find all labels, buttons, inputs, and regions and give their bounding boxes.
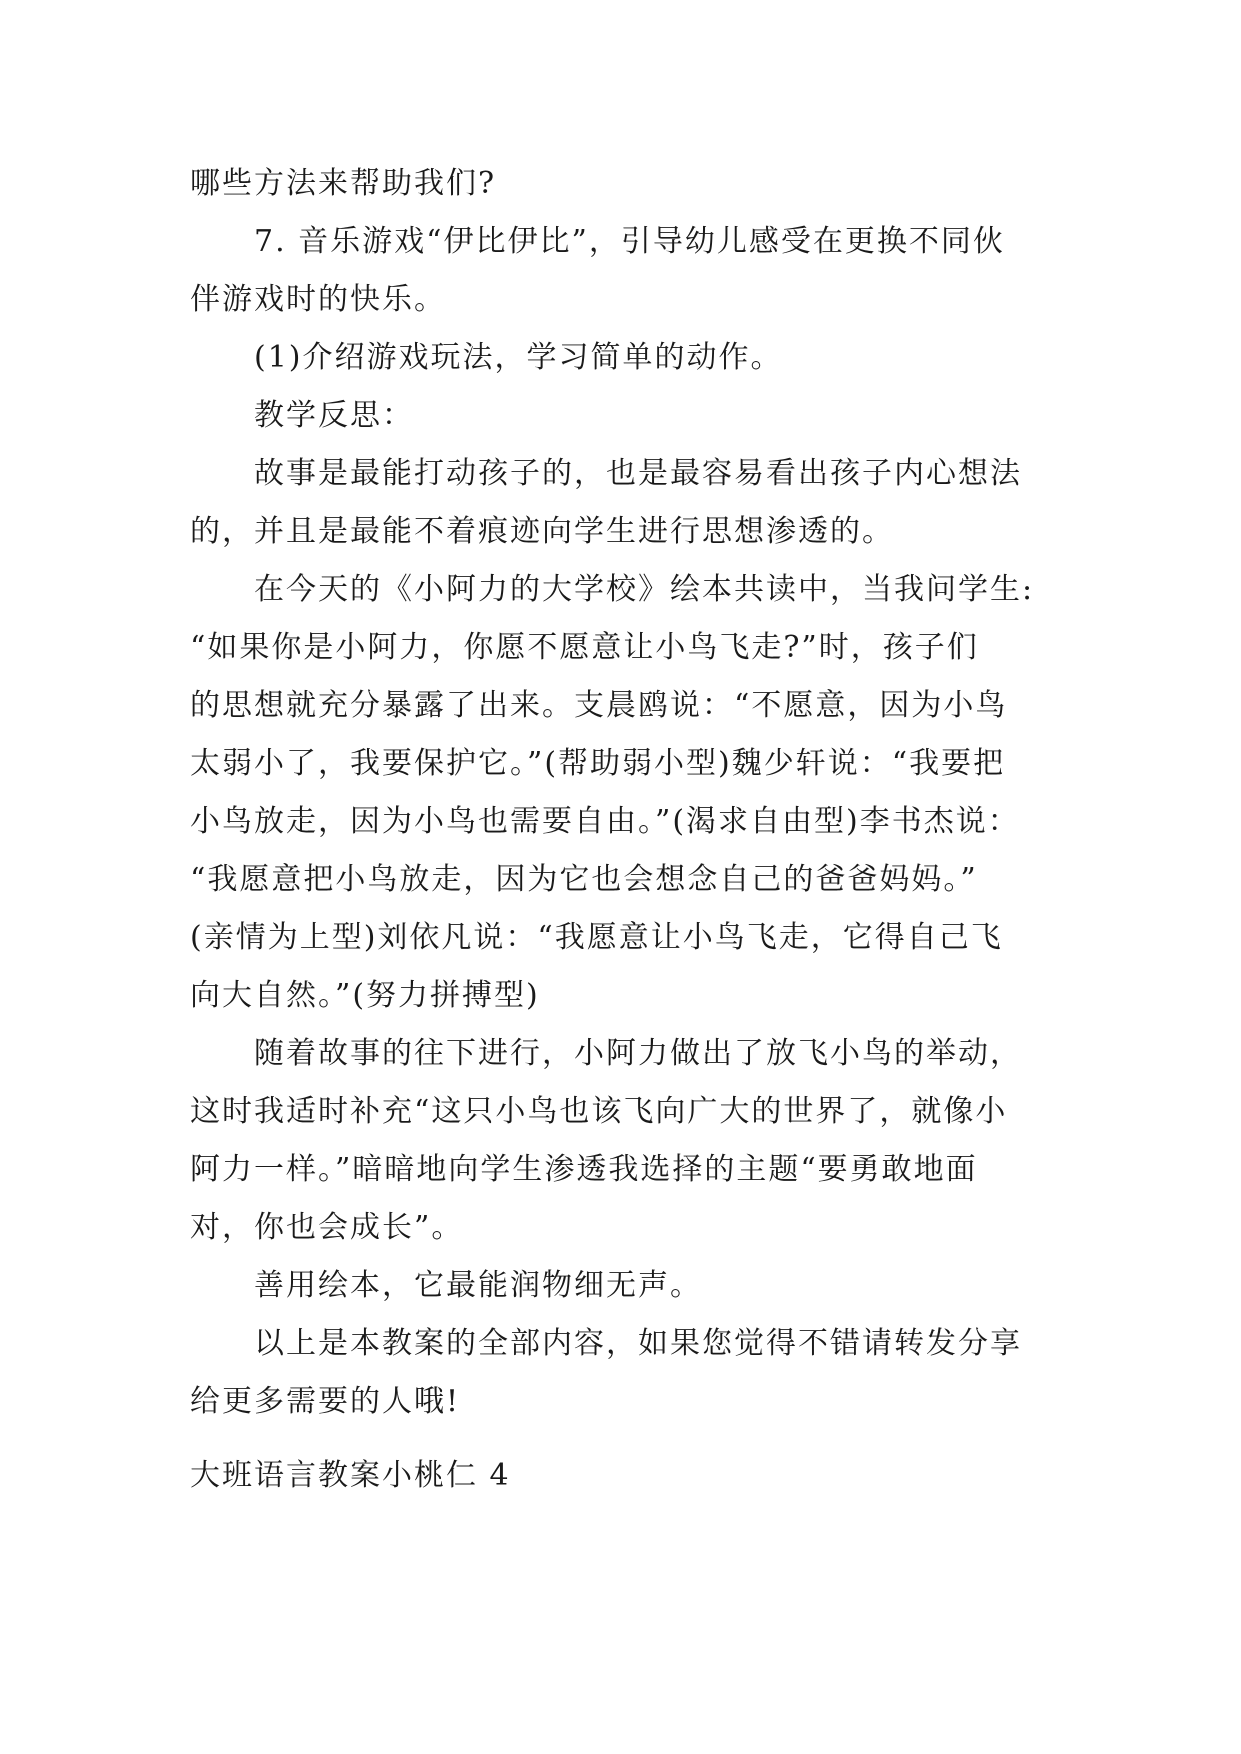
text-line: 太弱小了，我要保护它。”(帮助弱小型)魏少轩说：“我要把 bbox=[190, 746, 1006, 781]
text-line: 随着故事的往下进行，小阿力做出了放飞小鸟的举动， bbox=[254, 1036, 1022, 1071]
text-line: 伴游戏时的快乐。 bbox=[190, 282, 446, 317]
text-line: 对，你也会成长”。 bbox=[190, 1210, 464, 1245]
text-line: 小鸟放走，因为小鸟也需要自由。”(渴求自由型)李书杰说： bbox=[190, 804, 1020, 839]
text-line: 的，并且是最能不着痕迹向学生进行思想渗透的。 bbox=[190, 514, 894, 549]
body-text bbox=[190, 155, 1070, 1431]
text-line: “我愿意把小鸟放走，因为它也会想念自己的爸爸妈妈。” bbox=[190, 862, 978, 897]
text-line: 的思想就充分暴露了出来。支晨鸥说：“不愿意，因为小鸟 bbox=[190, 688, 1008, 723]
text-line: 在今天的《小阿力的大学校》绘本共读中，当我问学生: bbox=[254, 572, 1035, 607]
text-line: 给更多需要的人哦! bbox=[190, 1384, 461, 1419]
section-label: 教学反思： bbox=[254, 398, 414, 433]
text-line: 善用绘本，它最能润物细无声。 bbox=[254, 1268, 702, 1303]
text-line: 故事是最能打动孩子的，也是最容易看出孩子内心想法 bbox=[254, 456, 1022, 491]
text-line: “如果你是小阿力，你愿不愿意让小鸟飞走?”时，孩子们 bbox=[190, 630, 979, 665]
text-line: 这时我适时补充“这只小鸟也该飞向广大的世界了，就像小 bbox=[190, 1094, 1008, 1129]
text-line: 哪些方法来帮助我们? bbox=[190, 166, 497, 201]
text-line: 以上是本教案的全部内容，如果您觉得不错请转发分享 bbox=[254, 1326, 1022, 1361]
next-section-heading: 大班语言教案小桃仁 4 bbox=[190, 1458, 511, 1493]
text-line: (亲情为上型)刘依凡说：“我愿意让小鸟飞走，它得自己飞 bbox=[190, 920, 1003, 955]
text-line: 7. 音乐游戏“伊比伊比”，引导幼儿感受在更换不同伙 bbox=[254, 224, 1005, 259]
text-line: (1)介绍游戏玩法，学习简单的动作。 bbox=[254, 340, 783, 375]
text-line: 阿力一样。”暗暗地向学生渗透我选择的主题“要勇敢地面 bbox=[190, 1152, 978, 1187]
text-line: 向大自然。”(努力拼搏型) bbox=[190, 978, 540, 1013]
